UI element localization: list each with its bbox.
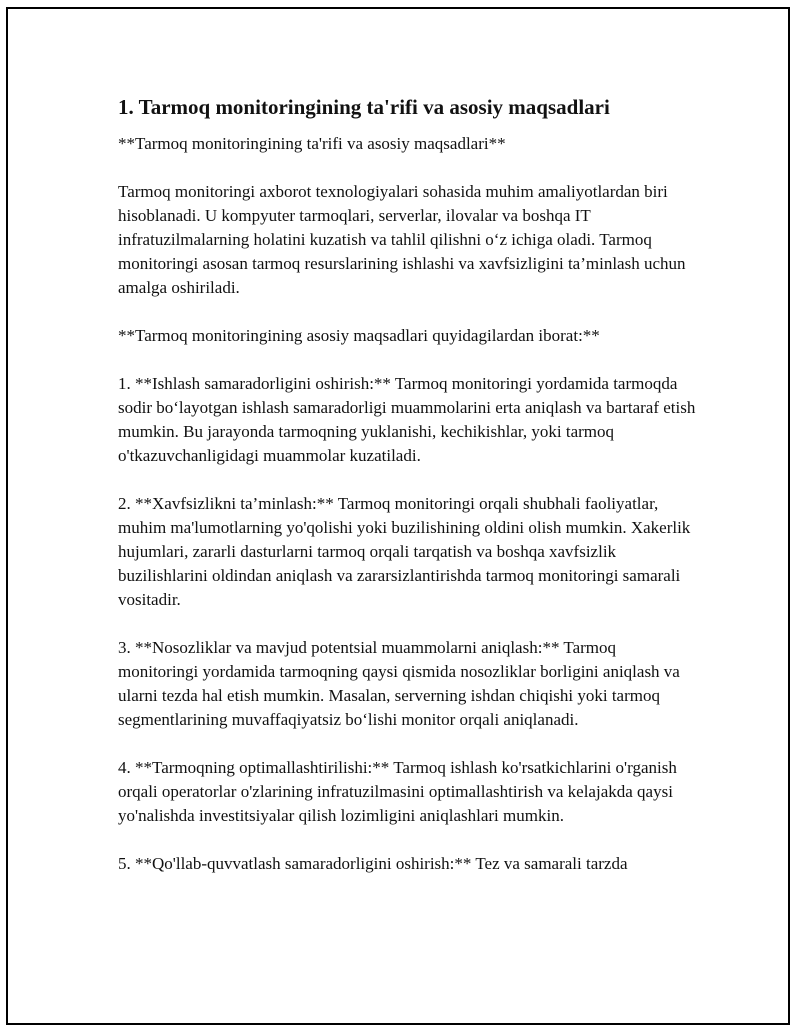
document-body — [118, 92, 698, 900]
bold-subtitle-paragraph: **Tarmoq monitoringining ta'rifi va asosiy maqsadlari** — [118, 134, 506, 153]
goal-item-1: 1. **Ishlash samaradorligini oshirish:** Tarmoq monitoringi yordamida tarmoqda sodir bo‘layotgan ishlash samaradorligi muammolarini erta aniqlash va bartaraf etish mumkin. Bu jarayonda tarmoqning yuklanishi, kechikishlar, yoki tarmoq o'tkazuvchanligidagi muammolar kuzatiladi. — [118, 374, 696, 465]
intro-paragraph: Tarmoq monitoringi axborot texnologiyalari sohasida muhim amaliyotlardan biri hisoblanadi. U kompyuter tarmoqlari, serverlar, ilovalar va boshqa IT infratuzilmalarning holatini kuzatish va tahlil qilishni o‘z ichiga oladi. Tarmoq monitoringi asosan tarmoq resurslarining ishlashi va xavfsizligini ta’minlash uchun amalga oshiriladi. — [118, 182, 686, 297]
goal-item-5: 5. **Qo'llab-quvvatlash samaradorligini oshirish:** Tez va samarali tarzda — [118, 854, 628, 873]
goal-item-3: 3. **Nosozliklar va mavjud potentsial muammolarni aniqlash:** Tarmoq monitoringi yordamida tarmoqning qaysi qismida nosozliklar borligini aniqlash va ularni tezda hal etish mumkin. Masalan, serverning ishdan chiqishi yoki tarmoq segmentlarining muvaffaqiyatsiz bo‘lishi monitor orqali aniqlanadi. — [118, 638, 680, 729]
goals-intro-paragraph: **Tarmoq monitoringining asosiy maqsadlari quyidagilardan iborat:** — [118, 326, 600, 345]
goal-item-4: 4. **Tarmoqning optimallashtirilishi:** Tarmoq ishlash ko'rsatkichlarini o'rganish orqali operatorlar o'zlarining infratuzilmasini optimallashtirish va kelajakda qaysi yo'nalishda investitsiyalar qilish lozimligini aniqlashlari mumkin. — [118, 758, 677, 825]
section-heading: 1. Tarmoq monitoringining ta'rifi va asosiy maqsadlari — [118, 95, 610, 119]
goal-item-2: 2. **Xavfsizlikni ta’minlash:** Tarmoq monitoringi orqali shubhali faoliyatlar, muhim ma'lumotlarning yo'qolishi yoki buzilishining oldini olish mumkin. Xakerlik hujumlari, zararli dasturlarni tarmoq orqali tarqatish va boshqa xavfsizlik buzilishlarini oldindan aniqlash va zararsizlantirishda tarmoq monitoringi samarali vositadir. — [118, 494, 691, 609]
